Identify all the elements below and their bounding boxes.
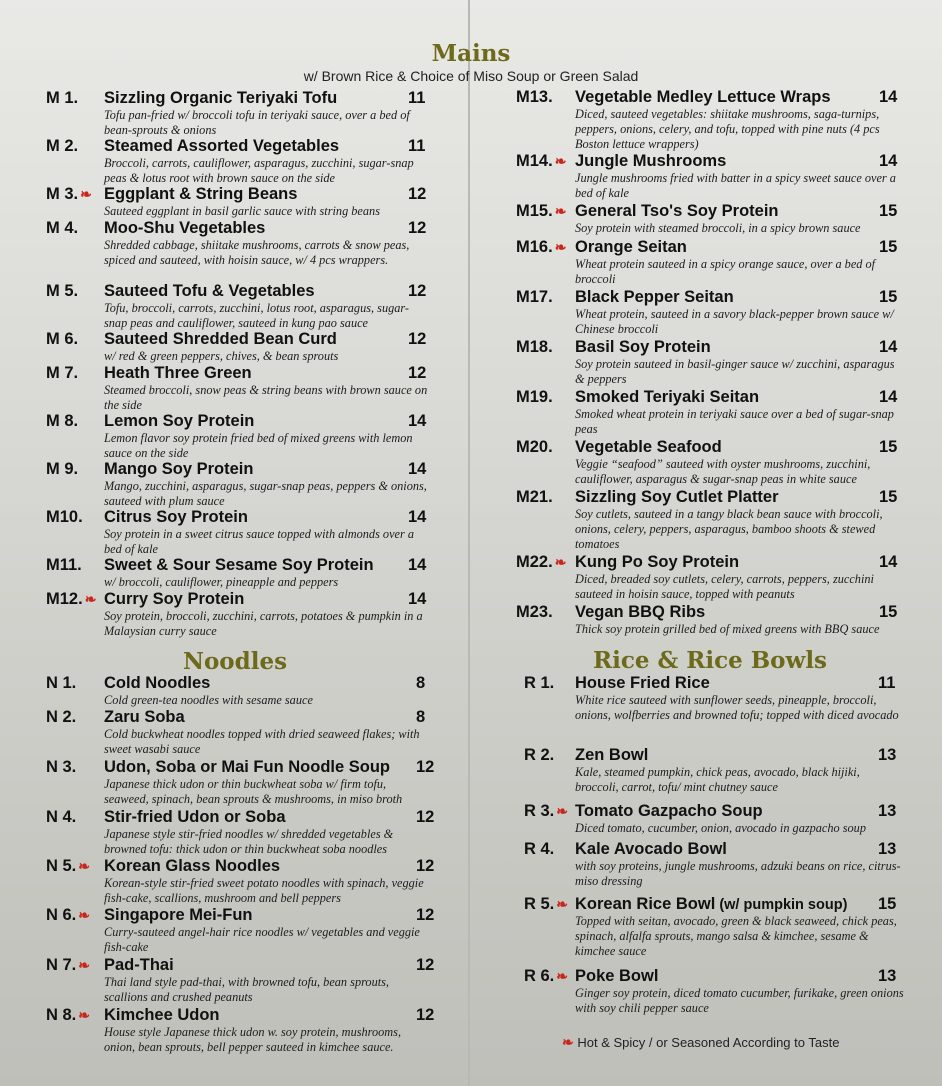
item-price: 15 <box>878 895 897 913</box>
item-price: 14 <box>879 553 898 571</box>
chili-icon: ❧ <box>78 957 90 973</box>
item-name <box>104 906 253 925</box>
item-code-text: R 2. <box>524 746 555 764</box>
item-code <box>46 1006 90 1025</box>
item-code <box>524 802 568 821</box>
item-code-text: N 7. <box>46 956 77 974</box>
item-name <box>575 840 727 859</box>
item-code <box>46 219 78 238</box>
legend-text: Hot & Spicy / or Seasoned According to Taste <box>577 1035 840 1050</box>
item-code-text: N 6. <box>46 906 77 924</box>
item-description: White rice sauteed with sunflower seeds, pineapple, broccoli, onions, wolfberries and browned tofu; topped with diced avocado <box>575 693 899 722</box>
item-price: 11 <box>408 137 426 155</box>
item-name <box>104 758 390 777</box>
item-description: w/ broccoli, cauliflower, pineapple and peppers <box>104 575 339 589</box>
item-code-text: N 5. <box>46 857 77 875</box>
item-name-text: Kale Avocado Bowl <box>575 840 727 858</box>
item-price: 14 <box>408 556 427 574</box>
item-code <box>516 438 553 457</box>
item-description: Diced, sauteed vegetables: shiitake mushrooms, saga-turnips, peppers, onions, celery, and tofu, topped with pine nuts (4 pcs Boston lettuce wrappers) <box>575 107 880 151</box>
item-name <box>575 488 779 507</box>
item-code-text: R 1. <box>524 674 555 692</box>
item-price: 13 <box>878 967 897 985</box>
item-name-text: Stir-fried Udon or Soba <box>104 808 286 826</box>
item-code <box>46 282 78 301</box>
chili-icon: ❧ <box>554 203 567 219</box>
item-code <box>516 338 553 357</box>
item-code <box>46 674 76 693</box>
item-name-text: Sauteed Tofu & Vegetables <box>104 282 315 300</box>
item-name-text: Vegan BBQ Ribs <box>575 603 706 621</box>
item-description: Wheat protein sauteed in a spicy orange sauce, over a bed of broccoli <box>575 257 876 286</box>
item-price: 12 <box>408 185 427 203</box>
item-description: w/ red & green peppers, chives, & bean sprouts <box>104 349 339 363</box>
item-code-text: R 5. <box>524 895 555 913</box>
item-name-text: Kimchee Udon <box>104 1006 220 1024</box>
item-code <box>46 330 78 349</box>
item-name-text: Cold Noodles <box>104 674 211 692</box>
item-name <box>104 590 244 609</box>
item-name-text: Kung Po Soy Protein <box>575 553 740 571</box>
item-price: 13 <box>878 802 897 820</box>
item-code <box>46 590 96 609</box>
item-name-text: Eggplant & String Beans <box>104 185 298 203</box>
item-description: Thai land style pad-thai, with browned tofu, bean sprouts, scallions and crushed peanuts <box>104 975 389 1004</box>
mains-title: Mains <box>431 40 511 67</box>
item-code-text: N 1. <box>46 674 77 692</box>
item-code <box>524 746 554 765</box>
item-name-text: Lemon Soy Protein <box>104 412 255 430</box>
chili-icon: ❧ <box>556 896 568 912</box>
item-description: Diced tomato, cucumber, onion, avocado in gazpacho soup <box>575 821 866 835</box>
item-price: 14 <box>408 460 427 478</box>
item-price: 14 <box>408 508 427 526</box>
item-name <box>575 438 722 457</box>
item-code-text: N 8. <box>46 1006 77 1024</box>
item-code <box>46 185 92 204</box>
item-description: with soy proteins, jungle mushrooms, adzuki beans on rice, citrus-miso dressing <box>575 859 901 888</box>
item-description: Topped with seitan, avocado, green & black seaweed, chick peas, spinach, alfalfa sprouts, mango salsa & kimchee, sesame & kimchee sauce <box>575 914 897 958</box>
item-name-text: Heath Three Green <box>104 364 252 382</box>
item-code-text: M19. <box>516 388 553 406</box>
item-code-text: N 4. <box>46 808 77 826</box>
item-code-text: M22. <box>516 553 553 571</box>
item-name <box>575 288 734 307</box>
page-fold <box>468 0 470 1086</box>
item-name <box>104 1006 220 1025</box>
item-code <box>46 857 90 876</box>
item-price: 11 <box>408 89 426 107</box>
item-name <box>575 388 759 407</box>
chili-icon: ❧ <box>554 239 567 255</box>
item-description: Cold green-tea noodles with sesame sauce <box>104 693 313 707</box>
item-name <box>575 967 658 986</box>
item-code <box>516 488 553 507</box>
item-name-text: Sweet & Sour Sesame Soy Protein <box>104 556 374 574</box>
item-code-text: M18. <box>516 338 553 356</box>
item-price: 11 <box>878 674 896 692</box>
item-code-text: M 9. <box>46 460 79 478</box>
item-code-text: M 1. <box>46 89 79 107</box>
item-name <box>575 553 739 572</box>
item-code <box>46 460 78 479</box>
item-code <box>524 674 554 693</box>
item-description: Shredded cabbage, shiitake mushrooms, carrots & snow peas, spiced and sauteed, with hoisin sauce, w/ 4 pcs wrappers. <box>104 238 410 267</box>
item-name-text: Sauteed Shredded Bean Curd <box>104 330 337 348</box>
item-code-text: M16. <box>516 238 553 256</box>
item-name-text: Korean Glass Noodles <box>104 857 281 875</box>
mains-subtitle: w/ Brown Rice & Choice of Miso Soup or Green Salad <box>303 68 639 84</box>
item-code <box>46 412 78 431</box>
chili-icon: ❧ <box>78 858 90 874</box>
item-name <box>104 460 253 479</box>
chili-icon: ❧ <box>78 1007 90 1023</box>
item-name-text: Orange Seitan <box>575 238 687 256</box>
item-code-text: M 3. <box>46 185 79 203</box>
item-code-text: M17. <box>516 288 553 306</box>
item-code-text: R 6. <box>524 967 555 985</box>
item-description: Wheat protein, sauteed in a savory black-pepper brown sauce w/ Chinese broccoli <box>575 307 894 336</box>
item-description: Soy protein sauteed in basil-ginger sauce w/ zucchini, asparagus & peppers <box>575 357 895 386</box>
item-price: 14 <box>879 152 898 170</box>
item-code <box>524 895 568 914</box>
item-name-text: Black Pepper Seitan <box>575 288 734 306</box>
item-description: Thick soy protein grilled bed of mixed greens with BBQ sauce <box>575 622 880 636</box>
item-price: 14 <box>879 338 898 356</box>
item-code <box>46 956 90 975</box>
item-name-text: Citrus Soy Protein <box>104 508 248 526</box>
item-code <box>516 288 553 307</box>
item-name-text: Vegetable Medley Lettuce Wraps <box>575 88 831 106</box>
item-code <box>516 88 553 107</box>
item-name-text: Korean Rice Bowl <box>575 895 716 913</box>
item-code <box>46 508 83 527</box>
item-name <box>104 412 254 431</box>
item-code <box>46 89 78 108</box>
item-code-text: M 2. <box>46 137 79 155</box>
item-price: 12 <box>408 364 427 382</box>
item-price: 12 <box>416 758 435 776</box>
item-price: 14 <box>408 590 427 608</box>
item-name <box>575 603 705 622</box>
item-price: 13 <box>878 746 897 764</box>
item-code-text: R 3. <box>524 802 555 820</box>
item-description: Diced, breaded soy cutlets, celery, carrots, peppers, zucchini sauteed in hoisin sauce, topped with peanuts <box>575 572 874 601</box>
item-price: 8 <box>416 674 426 692</box>
item-code-text: M23. <box>516 603 553 621</box>
item-code <box>516 202 566 221</box>
item-code <box>524 967 568 986</box>
item-name <box>575 152 726 171</box>
item-name <box>104 330 337 349</box>
item-code-text: M20. <box>516 438 553 456</box>
item-price: 13 <box>878 840 897 858</box>
item-description: Veggie “seafood” sauteed with oyster mushrooms, zucchini, cauliflower, asparagus & sugar-snap peas in white sauce <box>575 457 871 486</box>
item-price: 12 <box>408 330 427 348</box>
item-description: Mango, zucchini, asparagus, sugar-snap peas, peppers & onions, sauteed with plum sauce <box>104 479 427 508</box>
item-name <box>104 674 210 693</box>
item-price: 8 <box>416 708 426 726</box>
item-code-text: R 4. <box>524 840 555 858</box>
item-name <box>104 708 185 727</box>
item-code-text: M 7. <box>46 364 79 382</box>
item-description: Soy protein, broccoli, zucchini, carrots, potatoes & pumpkin in a Malaysian curry sauce <box>104 609 423 638</box>
item-name <box>575 88 831 107</box>
item-name <box>104 508 248 527</box>
item-description: House style Japanese thick udon w. soy protein, mushrooms, onion, bean sprouts, bell pepper sauteed in kimchee sauce. <box>104 1025 402 1054</box>
item-name-text: Zen Bowl <box>575 746 649 764</box>
item-price: 12 <box>408 219 427 237</box>
item-price: 12 <box>408 282 427 300</box>
chili-icon: ❧ <box>80 186 92 202</box>
item-price: 14 <box>879 388 898 406</box>
item-name-text: Udon, Soba or Mai Fun Noodle Soup <box>104 758 390 776</box>
item-price: 15 <box>879 202 898 220</box>
item-code-text: M 5. <box>46 282 79 300</box>
chili-icon: ❧ <box>78 907 90 923</box>
item-name-text: Sizzling Organic Teriyaki Tofu <box>104 89 338 107</box>
item-description: Smoked wheat protein in teriyaki sauce over a bed of sugar-snap peas <box>575 407 894 436</box>
item-name-text: Tomato Gazpacho Soup <box>575 802 763 820</box>
item-code-text: M 6. <box>46 330 79 348</box>
chili-icon: ❧ <box>556 968 568 984</box>
item-description: Kale, steamed pumpkin, chick peas, avocado, black hijiki, broccoli, carrot, tofu/ mint chutney sauce <box>575 765 860 794</box>
item-name-text: Zaru Soba <box>104 708 185 726</box>
item-description: Japanese thick udon or thin buckwheat soba w/ firm tofu, seaweed, spinach, bean sprouts & mushrooms, in miso broth <box>104 777 403 806</box>
item-description: Jungle mushrooms fried with batter in a spicy sweet sauce over a bed of kale <box>575 171 896 200</box>
item-name <box>104 956 174 975</box>
item-code-text: N 2. <box>46 708 77 726</box>
item-description: Tofu, broccoli, carrots, zucchini, lotus root, asparagus, sugar-snap peas and cauliflower, sauteed in kung pao sauce <box>104 301 410 330</box>
item-code <box>516 388 553 407</box>
item-description: Soy protein in a sweet citrus sauce topped with almonds over a bed of kale <box>104 527 415 556</box>
item-name <box>575 895 847 914</box>
chili-icon: ❧ <box>556 803 568 819</box>
item-description: Steamed broccoli, snow peas & string beans with brown sauce on the side <box>104 383 428 412</box>
item-name-text: Singapore Mei-Fun <box>104 906 253 924</box>
item-code <box>516 152 566 171</box>
item-name <box>575 238 687 257</box>
item-code-text: M11. <box>46 556 82 574</box>
item-name <box>575 674 710 693</box>
item-price: 15 <box>879 438 898 456</box>
item-code-text: M13. <box>516 88 553 106</box>
item-name <box>575 338 711 357</box>
item-name <box>104 137 339 156</box>
item-note: (w/ pumpkin soup) <box>715 897 848 913</box>
item-price: 12 <box>416 956 435 974</box>
item-code-text: M 4. <box>46 219 79 237</box>
item-description: Soy protein with steamed broccoli, in a spicy brown sauce <box>575 221 861 235</box>
item-price: 12 <box>416 906 435 924</box>
item-price: 14 <box>879 88 898 106</box>
item-code <box>46 137 78 156</box>
item-code-text: M14. <box>516 152 553 170</box>
chili-icon: ❧ <box>84 591 97 607</box>
item-name-text: Basil Soy Protein <box>575 338 711 356</box>
rice-title: Rice & Rice Bowls <box>592 647 828 674</box>
item-code <box>46 556 82 575</box>
chili-icon: ❧ <box>562 1034 574 1050</box>
item-price: 12 <box>416 808 435 826</box>
item-name <box>104 364 252 383</box>
item-price: 12 <box>416 857 435 875</box>
item-name <box>104 857 280 876</box>
item-description: Cold buckwheat noodles topped with dried seaweed flakes; with sweet wasabi sauce <box>104 727 420 756</box>
item-price: 15 <box>879 603 898 621</box>
item-code <box>516 238 566 257</box>
item-price: 12 <box>416 1006 435 1024</box>
item-description: Soy cutlets, sauteed in a tangy black bean sauce with broccoli, onions, celery, peppers, asparagus, bamboo shoots & stewed tomatoes <box>575 507 883 551</box>
item-description: Japanese style stir-fried noodles w/ shredded vegetables & browned tofu: thick udon or thin buckwheat soba noodles <box>104 827 394 856</box>
item-price: 14 <box>408 412 427 430</box>
item-code-text: M21. <box>516 488 553 506</box>
item-description: Tofu pan-fried w/ broccoli tofu in teriyaki sauce, over a bed of bean-sprouts & onions <box>104 108 410 137</box>
item-code-text: N 3. <box>46 758 77 776</box>
item-description: Sauteed eggplant in basil garlic sauce with string beans <box>104 204 380 218</box>
chili-icon: ❧ <box>554 153 567 169</box>
item-description: Lemon flavor soy protein fried bed of mixed greens with lemon sauce on the side <box>104 431 413 460</box>
item-price: 15 <box>879 488 898 506</box>
item-name <box>104 282 315 301</box>
item-name-text: Curry Soy Protein <box>104 590 245 608</box>
item-name-text: Mango Soy Protein <box>104 460 254 478</box>
item-description: Curry-sauteed angel-hair rice noodles w/ vegetables and veggie fish-cake <box>104 925 420 954</box>
item-name-text: Pad-Thai <box>104 956 174 974</box>
item-name <box>104 89 337 108</box>
item-name-text: Poke Bowl <box>575 967 659 985</box>
item-name-text: Sizzling Soy Cutlet Platter <box>575 488 779 506</box>
item-code <box>46 906 90 925</box>
spicy-legend <box>562 1034 839 1051</box>
item-code <box>46 808 76 827</box>
chili-icon: ❧ <box>554 554 567 570</box>
item-name-text: Moo-Shu Vegetables <box>104 219 266 237</box>
item-code <box>516 553 566 572</box>
item-price: 15 <box>879 238 898 256</box>
item-code-text: M 8. <box>46 412 79 430</box>
item-code <box>46 708 76 727</box>
item-name-text: Vegetable Seafood <box>575 438 722 456</box>
item-description: Ginger soy protein, diced tomato cucumber, furikake, green onions with soy chili pepper sauce <box>575 986 904 1015</box>
item-code <box>524 840 554 859</box>
item-code-text: M15. <box>516 202 553 220</box>
item-code <box>46 758 76 777</box>
item-name <box>104 219 265 238</box>
item-name-text: House Fried Rice <box>575 674 710 692</box>
item-name-text: Steamed Assorted Vegetables <box>104 137 340 155</box>
item-code <box>516 603 553 622</box>
item-name <box>575 802 763 821</box>
item-name <box>104 556 374 575</box>
item-name-text: General Tso's Soy Protein <box>575 202 779 220</box>
item-code-text: M10. <box>46 508 83 526</box>
item-name <box>575 746 648 765</box>
item-description: Broccoli, carrots, cauliflower, asparagus, zucchini, sugar-snap peas & lotus root with brown sauce on the side <box>104 156 414 185</box>
item-description: Korean-style stir-fried sweet potato noodles with spinach, veggie fish-cake, scallions, mushroom and bell peppers <box>104 876 424 905</box>
noodles-title: Noodles <box>182 648 288 675</box>
item-name-text: Jungle Mushrooms <box>575 152 727 170</box>
item-price: 15 <box>879 288 898 306</box>
item-name-text: Smoked Teriyaki Seitan <box>575 388 760 406</box>
item-name <box>104 185 297 204</box>
item-name <box>104 808 286 827</box>
item-code <box>46 364 78 383</box>
item-name <box>575 202 779 221</box>
item-code-text: M12. <box>46 590 83 608</box>
